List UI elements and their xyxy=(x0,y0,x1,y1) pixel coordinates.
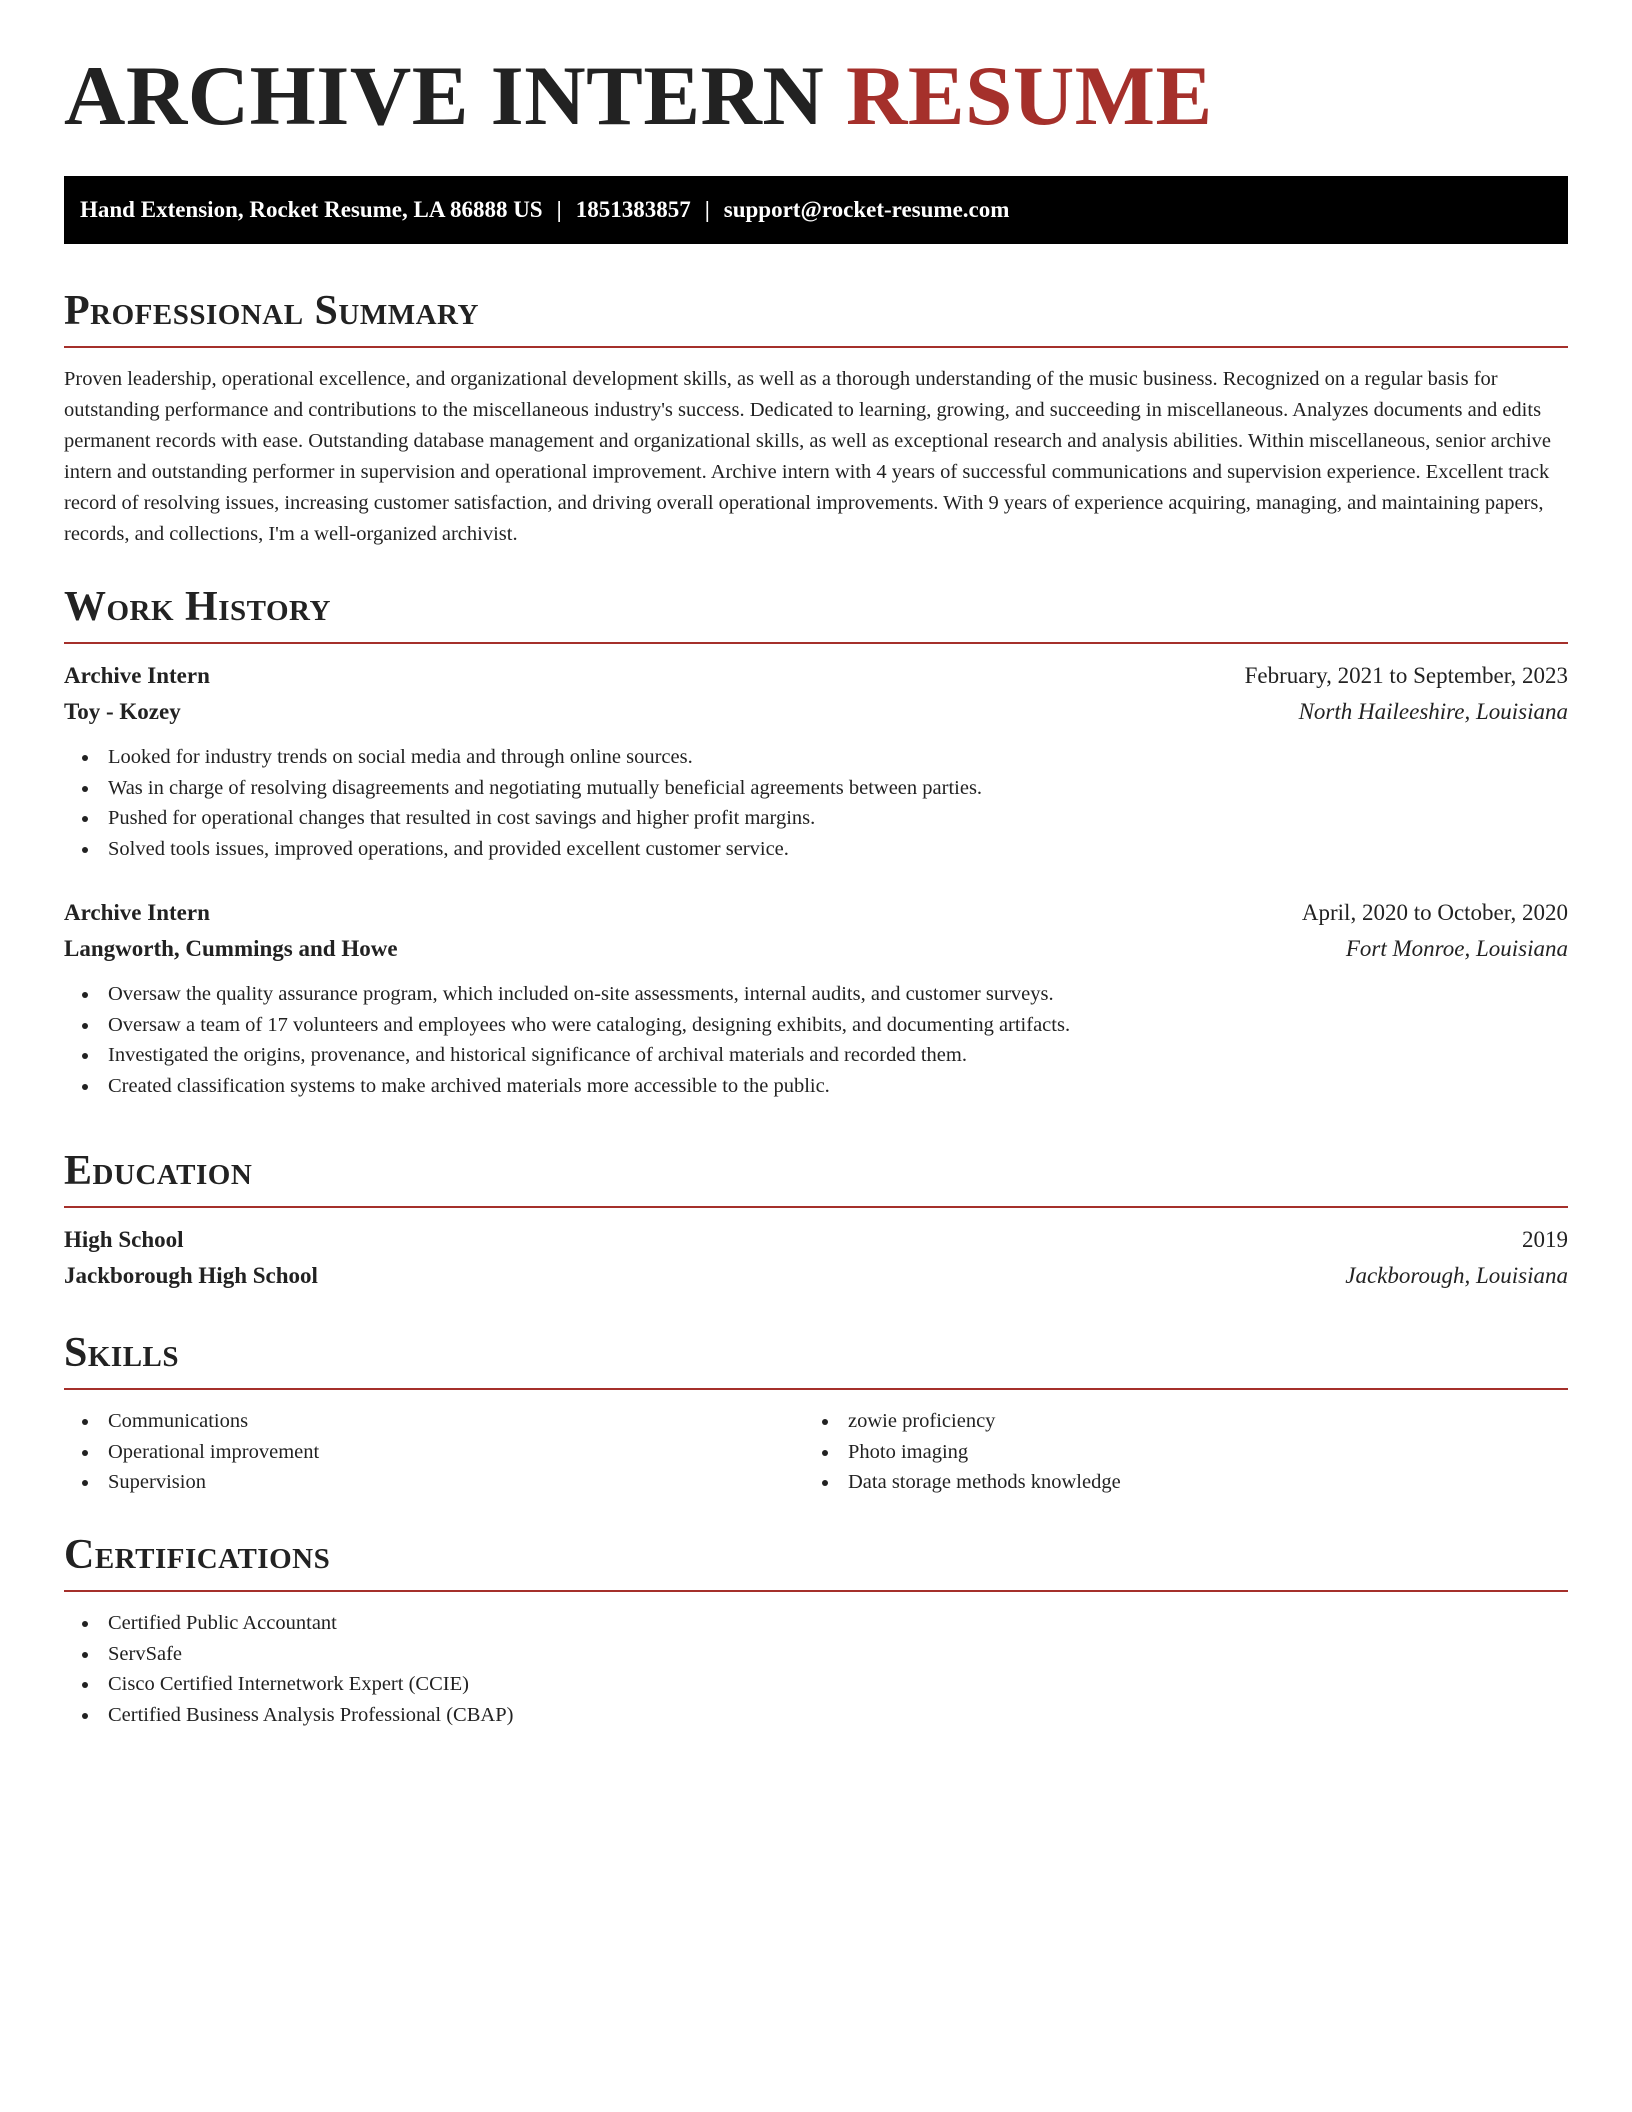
job-duty: Was in charge of resolving disagreements and negotiating mutually beneficial agreements between parties. xyxy=(64,773,1568,804)
contact-email[interactable]: support@rocket-resume.com xyxy=(723,197,1010,222)
skill-item: Data storage methods knowledge xyxy=(804,1467,1544,1498)
education-location: Jackborough, Louisiana xyxy=(1345,1263,1568,1288)
title-part-2: RESUME xyxy=(846,49,1213,143)
education-degree: High School xyxy=(64,1227,184,1252)
contact-separator: | xyxy=(556,197,562,222)
job-company: Toy - Kozey xyxy=(64,699,181,724)
job-company-row xyxy=(64,694,1568,730)
certifications-section xyxy=(64,1534,1568,1731)
job-header-row xyxy=(64,895,1568,931)
skill-item: zowie proficiency xyxy=(804,1406,1544,1437)
certification-item: Certified Business Analysis Professional (CBAP) xyxy=(64,1700,1568,1731)
job-header-row xyxy=(64,658,1568,694)
education-school: Jackborough High School xyxy=(64,1263,318,1288)
certification-item: Cisco Certified Internetwork Expert (CCIE) xyxy=(64,1669,1568,1700)
job-duty: Oversaw a team of 17 volunteers and employees who were cataloging, designing exhibits, and documenting artifacts. xyxy=(64,1010,1568,1041)
job-duties-list xyxy=(64,742,1568,865)
skills-heading: Skills xyxy=(64,1332,1568,1390)
skills-grid xyxy=(64,1406,1568,1498)
job-duty: Solved tools issues, improved operations, and provided excellent customer service. xyxy=(64,834,1568,865)
job-title: Archive Intern xyxy=(64,663,210,688)
skill-item: Supervision xyxy=(64,1467,804,1498)
education-section xyxy=(64,1150,1568,1294)
contact-bar xyxy=(64,176,1568,244)
summary-section xyxy=(64,290,1568,550)
certifications-heading: Certifications xyxy=(64,1534,1568,1592)
job-duty: Pushed for operational changes that resulted in cost savings and higher profit margins. xyxy=(64,803,1568,834)
summary-heading: Professional Summary xyxy=(64,290,1568,348)
job-dates: April, 2020 to October, 2020 xyxy=(1301,899,1568,925)
job-company: Langworth, Cummings and Howe xyxy=(64,935,398,961)
resume-title xyxy=(64,49,1213,143)
certifications-list xyxy=(64,1608,1568,1731)
skills-section xyxy=(64,1332,1568,1498)
job-company-row xyxy=(64,931,1568,967)
contact-separator: | xyxy=(704,197,710,222)
contact-phone[interactable]: 1851383857 xyxy=(575,197,691,222)
title-part-1: ARCHIVE INTERN xyxy=(64,49,825,143)
job-entry xyxy=(64,895,1568,1102)
education-year: 2019 xyxy=(1522,1227,1568,1252)
skill-item: Communications xyxy=(64,1406,804,1437)
job-dates: February, 2021 to September, 2023 xyxy=(1244,663,1568,688)
summary-text: Proven leadership, operational excellence, and organizational development skills, as well as a thorough understanding of the music business. Recognized on a regular basis for outstanding performance and contributions to the miscellaneous industry's success. Dedicated to learning, growing, and succeeding in miscellaneous. Analyzes documents and edits permanent records with ease. Outstanding database management and organizational skills, as well as exceptional research and analysis abilities. Within miscellaneous, senior archive intern and outstanding performer in supervision and operational improvement. Archive intern with 4 years of successful communications and supervision experience. Excellent track record of resolving issues, increasing customer satisfaction, and driving overall operational improvements. With 9 years of experience acquiring, managing, and maintaining papers, records, and collections, I'm a well-organized archivist. xyxy=(64,368,1552,545)
job-duty: Looked for industry trends on social media and through online sources. xyxy=(64,742,1568,773)
certification-item: ServSafe xyxy=(64,1639,1568,1670)
job-entry xyxy=(64,658,1568,865)
contact-address: Hand Extension, Rocket Resume, LA 86888 US xyxy=(80,197,543,222)
job-duty: Created classification systems to make archived materials more accessible to the public. xyxy=(64,1071,1568,1102)
education-school-row xyxy=(64,1258,1568,1294)
job-title: Archive Intern xyxy=(64,899,210,925)
job-duties-list xyxy=(64,979,1568,1102)
work-history-section xyxy=(64,586,1568,1102)
job-duty: Investigated the origins, provenance, and historical significance of archival materials and recorded them. xyxy=(64,1040,1568,1071)
education-entry xyxy=(64,1222,1568,1294)
certification-item: Certified Public Accountant xyxy=(64,1608,1568,1639)
job-location: North Haileeshire, Louisiana xyxy=(1298,699,1568,724)
education-header-row xyxy=(64,1222,1568,1258)
job-location: Fort Monroe, Louisiana xyxy=(1345,935,1568,961)
skills-list-right xyxy=(804,1406,1544,1498)
work-history-heading: Work History xyxy=(64,586,1568,644)
job-duty: Oversaw the quality assurance program, which included on-site assessments, internal audits, and customer surveys. xyxy=(64,979,1568,1010)
skill-item: Operational improvement xyxy=(64,1437,804,1468)
skill-item: Photo imaging xyxy=(804,1437,1544,1468)
education-heading: Education xyxy=(64,1150,1568,1208)
skills-list-left xyxy=(64,1406,804,1498)
